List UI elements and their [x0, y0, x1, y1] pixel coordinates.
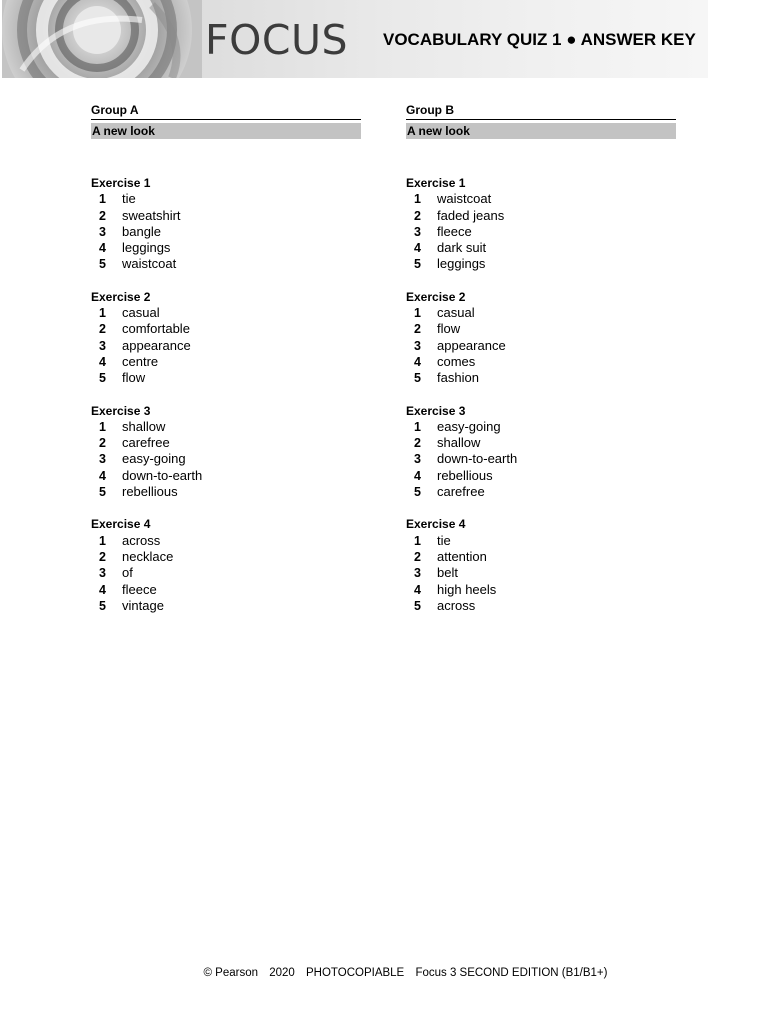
- answer-text: casual: [122, 305, 160, 321]
- answer-text: leggings: [122, 240, 171, 256]
- answer-text: bangle: [122, 223, 162, 239]
- item-number: 3: [99, 338, 106, 353]
- list-item: [406, 533, 676, 549]
- list-item: [406, 549, 676, 565]
- list-item: [406, 598, 676, 614]
- item-number: 1: [414, 306, 421, 321]
- list-item: [91, 435, 361, 451]
- list-item: [91, 354, 361, 370]
- item-number: 5: [99, 598, 106, 613]
- answer-list: [406, 533, 676, 614]
- list-item: [91, 468, 361, 484]
- exercise-list: [406, 175, 676, 614]
- answer-text: centre: [122, 353, 159, 369]
- answer-text: belt: [437, 565, 458, 581]
- answer-text: rebellious: [437, 467, 493, 483]
- answer-text: across: [122, 532, 161, 548]
- list-item: [406, 435, 676, 451]
- item-number: 4: [414, 582, 421, 597]
- list-item: [91, 321, 361, 337]
- answer-text: carefree: [437, 484, 485, 500]
- list-item: [91, 484, 361, 500]
- answer-text: necklace: [122, 548, 174, 564]
- copyright-text: © Pearson: [203, 967, 259, 979]
- answer-list: [406, 305, 676, 386]
- answer-text: appearance: [122, 337, 191, 353]
- answer-list: [91, 419, 361, 500]
- unit-subtitle: A new look: [406, 123, 676, 139]
- exercise-title: Exercise 2: [406, 289, 466, 304]
- answer-text: vintage: [122, 597, 164, 613]
- answer-text: dark suit: [437, 240, 487, 256]
- item-number: 1: [99, 533, 106, 548]
- list-item: [91, 208, 361, 224]
- answer-list: [406, 191, 676, 272]
- list-item: [406, 354, 676, 370]
- focus-swirl-logo-icon: [2, 0, 202, 78]
- item-number: 4: [99, 241, 106, 256]
- item-number: 5: [414, 257, 421, 272]
- item-number: 5: [99, 485, 106, 500]
- exercise-block: [406, 403, 676, 501]
- list-item: [406, 191, 676, 207]
- item-number: 1: [414, 533, 421, 548]
- list-item: [406, 305, 676, 321]
- group-a-column: [91, 102, 361, 614]
- exercise-list: [91, 175, 361, 614]
- answer-text: rebellious: [122, 484, 178, 500]
- answer-text: fleece: [437, 223, 472, 239]
- exercise-block: [91, 175, 361, 273]
- item-number: 2: [414, 549, 421, 564]
- answer-text: tie: [122, 191, 136, 207]
- item-number: 1: [99, 419, 106, 434]
- exercise-block: [406, 516, 676, 614]
- page-header: [2, 0, 708, 78]
- item-number: 5: [414, 485, 421, 500]
- list-item: [91, 582, 361, 598]
- item-number: 3: [414, 452, 421, 467]
- list-item: [91, 240, 361, 256]
- list-item: [406, 224, 676, 240]
- answer-text: down-to-earth: [437, 451, 518, 467]
- item-number: 2: [99, 549, 106, 564]
- answer-text: casual: [437, 305, 475, 321]
- list-item: [406, 208, 676, 224]
- answer-text: comfortable: [122, 321, 190, 337]
- list-item: [406, 338, 676, 354]
- answer-text: of: [122, 565, 133, 581]
- answer-text: fashion: [437, 370, 479, 386]
- answer-text: high heels: [437, 581, 497, 597]
- exercise-title: Exercise 4: [91, 517, 151, 532]
- item-number: 3: [414, 224, 421, 239]
- answer-text: shallow: [437, 435, 481, 451]
- item-number: 3: [414, 338, 421, 353]
- item-number: 3: [414, 566, 421, 581]
- list-item: [91, 338, 361, 354]
- answer-list: [406, 419, 676, 500]
- item-number: 4: [414, 241, 421, 256]
- answer-text: comes: [437, 353, 476, 369]
- item-number: 4: [414, 468, 421, 483]
- answer-text: tie: [437, 532, 451, 548]
- answer-text: across: [437, 597, 476, 613]
- exercise-title: Exercise 1: [91, 176, 151, 190]
- brand-logo-text: FOCUS: [205, 16, 349, 64]
- answer-text: waistcoat: [437, 191, 492, 207]
- answer-text: carefree: [122, 435, 170, 451]
- list-item: [91, 305, 361, 321]
- exercise-title: Exercise 3: [406, 403, 466, 418]
- exercise-block: [91, 516, 361, 614]
- item-number: 2: [99, 208, 106, 223]
- item-number: 3: [99, 224, 106, 239]
- list-item: [91, 256, 361, 272]
- item-number: 2: [99, 322, 106, 337]
- list-item: [91, 451, 361, 467]
- item-number: 2: [414, 322, 421, 337]
- item-number: 5: [414, 371, 421, 386]
- group-label: Group B: [406, 102, 676, 120]
- list-item: [91, 419, 361, 435]
- page-footer: [0, 965, 768, 981]
- exercise-block: [406, 175, 676, 273]
- edition-text: Focus 3 SECOND EDITION (B1/B1+): [415, 967, 608, 979]
- item-number: 1: [414, 192, 421, 207]
- answer-text: shallow: [122, 418, 166, 434]
- list-item: [406, 321, 676, 337]
- exercise-block: [406, 289, 676, 387]
- item-number: 2: [414, 208, 421, 223]
- answer-text: appearance: [437, 337, 506, 353]
- list-item: [91, 370, 361, 386]
- item-number: 5: [414, 598, 421, 613]
- answer-text: fleece: [122, 581, 157, 597]
- list-item: [91, 549, 361, 565]
- list-item: [91, 224, 361, 240]
- group-label: Group A: [91, 102, 361, 120]
- item-number: 4: [99, 468, 106, 483]
- answer-text: flow: [437, 321, 461, 337]
- unit-subtitle: A new look: [91, 123, 361, 139]
- list-item: [406, 565, 676, 581]
- item-number: 4: [414, 354, 421, 369]
- list-item: [406, 468, 676, 484]
- list-item: [406, 451, 676, 467]
- year-text: 2020: [269, 967, 295, 979]
- list-item: [91, 565, 361, 581]
- exercise-title: Exercise 1: [406, 176, 466, 190]
- list-item: [91, 191, 361, 207]
- list-item: [406, 256, 676, 272]
- answer-text: attention: [437, 548, 487, 564]
- item-number: 1: [99, 306, 106, 321]
- list-item: [406, 419, 676, 435]
- list-item: [91, 598, 361, 614]
- answer-text: flow: [122, 370, 146, 386]
- item-number: 3: [99, 452, 106, 467]
- exercise-title: Exercise 4: [406, 517, 466, 532]
- answer-text: waistcoat: [122, 256, 177, 272]
- answer-text: sweatshirt: [122, 207, 181, 223]
- item-number: 1: [99, 192, 106, 207]
- item-number: 5: [99, 371, 106, 386]
- group-b-column: [406, 102, 676, 614]
- exercise-block: [91, 289, 361, 387]
- list-item: [406, 240, 676, 256]
- answer-list: [91, 533, 361, 614]
- answer-list: [91, 191, 361, 272]
- item-number: 3: [99, 566, 106, 581]
- list-item: [406, 582, 676, 598]
- photocopiable-text: PHOTOCOPIABLE: [306, 967, 405, 979]
- answer-text: faded jeans: [437, 207, 505, 223]
- exercise-title: Exercise 3: [91, 403, 151, 418]
- list-item: [406, 370, 676, 386]
- item-number: 4: [99, 354, 106, 369]
- item-number: 5: [99, 257, 106, 272]
- item-number: 4: [99, 582, 106, 597]
- answer-text: easy-going: [122, 451, 186, 467]
- answer-text: leggings: [437, 256, 486, 272]
- answer-list: [91, 305, 361, 386]
- item-number: 2: [99, 436, 106, 451]
- list-item: [406, 484, 676, 500]
- list-item: [91, 533, 361, 549]
- item-number: 1: [414, 419, 421, 434]
- exercise-title: Exercise 2: [91, 289, 151, 304]
- answer-text: down-to-earth: [122, 467, 203, 483]
- item-number: 2: [414, 436, 421, 451]
- page-title: VOCABULARY QUIZ 1 ● ANSWER KEY: [383, 30, 696, 49]
- exercise-block: [91, 403, 361, 501]
- answer-text: easy-going: [437, 418, 501, 434]
